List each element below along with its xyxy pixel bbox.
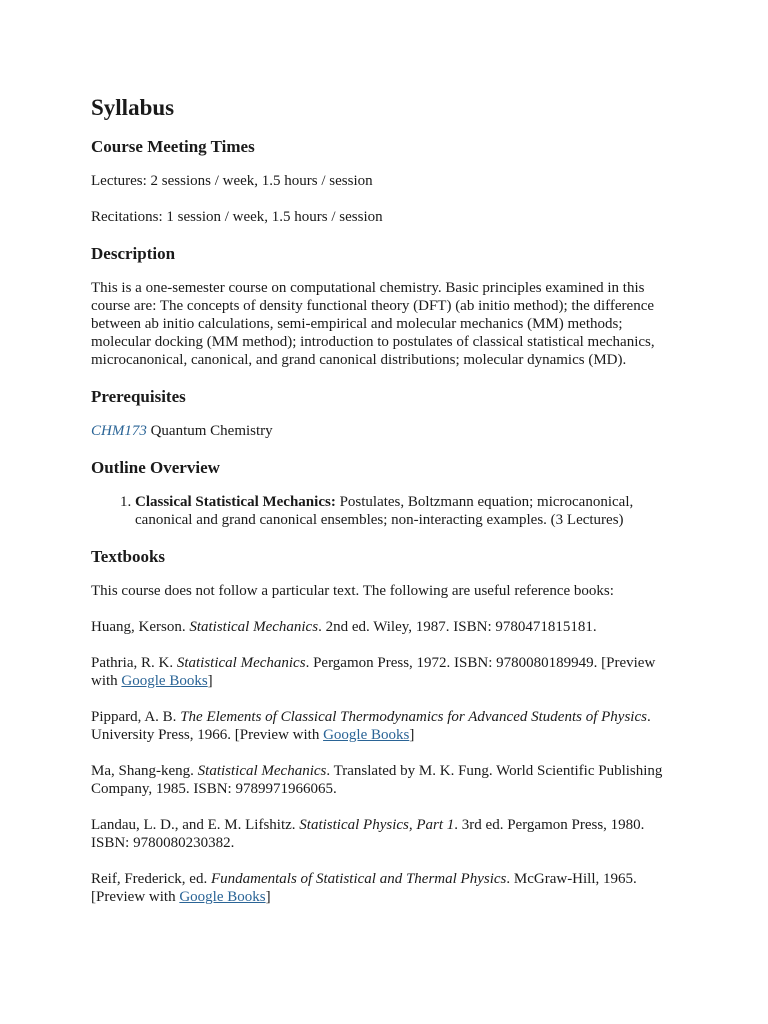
outline-list (91, 493, 681, 529)
reference-item (91, 762, 681, 798)
textbooks-heading: Textbooks (91, 547, 166, 566)
page-title: Syllabus (91, 95, 175, 120)
preview-prefix: [Preview with (91, 889, 180, 905)
prerequisite-line (91, 422, 681, 440)
preview-prefix: [Preview with (234, 727, 324, 743)
outline-item-title: Classical Statistical Mechanics: (135, 494, 336, 510)
google-books-link[interactable]: Google Books (323, 727, 410, 743)
reference-details: . 3rd ed. Pergamon Press, 1980. ISBN: 9780080230382. (91, 817, 645, 851)
reference-item (91, 708, 681, 744)
reference-details: . McGraw-Hill, 1965. (506, 871, 637, 887)
textbooks-intro: This course does not follow a particular text. The following are useful reference books: (91, 583, 614, 599)
reference-title: Fundamentals of Statistical and Thermal Physics (210, 871, 507, 887)
reference-author: Landau, L. D., and E. M. Lifshitz. (91, 817, 300, 833)
prerequisite-course-link[interactable]: CHM173 (91, 423, 147, 439)
reference-title: Statistical Mechanics (197, 763, 327, 779)
reference-details: . 2nd ed. Wiley, 1987. ISBN: 9780471815181. (318, 619, 597, 635)
reference-title: Statistical Mechanics (176, 655, 306, 671)
reference-item (91, 654, 681, 690)
reference-item (91, 870, 681, 906)
reference-author: Pathria, R. K. (91, 655, 177, 671)
preview-suffix: ] (409, 727, 415, 743)
recitations-line: Recitations: 1 session / week, 1.5 hours / session (91, 209, 383, 225)
preview-prefix: [Preview with (91, 655, 656, 689)
google-books-link[interactable]: Google Books (179, 889, 266, 905)
description-text: This is a one-semester course on computational chemistry. Basic principles examined in this course are: The concepts of density functional theory (DFT) (ab initio method); the difference between ab initio calculations, semi-empirical and molecular mechanics (MM) methods; molecular docking (MM method); introduction to postulates of classical statistical mechanics, microcanonical, canonical, and grand canonical distributions; molecular dynamics (MD). (91, 280, 655, 368)
outline-item-text: Postulates, Boltzmann equation; microcanonical, canonical and grand canonical ensembles; non-interacting examples. (3 Lectures) (135, 494, 634, 528)
prerequisite-course-name: Quantum Chemistry (146, 423, 273, 439)
syllabus-content (91, 94, 681, 924)
outline-heading: Outline Overview (91, 458, 220, 477)
reference-details: . University Press, 1966. (91, 709, 651, 743)
reference-author: Reif, Frederick, ed. (91, 871, 211, 887)
meeting-times-heading: Course Meeting Times (91, 137, 255, 156)
description-heading: Description (91, 244, 176, 263)
reference-details: . Pergamon Press, 1972. ISBN: 9780080189949. (305, 655, 602, 671)
preview-suffix: ] (207, 673, 213, 689)
outline-item (135, 493, 681, 529)
reference-item (91, 618, 681, 636)
reference-author: Ma, Shang-keng. (91, 763, 198, 779)
reference-author: Pippard, A. B. (91, 709, 181, 725)
reference-title: Statistical Mechanics (189, 619, 319, 635)
preview-suffix: ] (265, 889, 271, 905)
prerequisites-heading: Prerequisites (91, 387, 186, 406)
reference-title: The Elements of Classical Thermodynamics for Advanced Students of Physics (180, 709, 647, 725)
reference-details: . Translated by M. K. Fung. World Scientific Publishing Company, 1985. ISBN: 9789971966065. (91, 763, 663, 797)
reference-item (91, 816, 681, 852)
lectures-line: Lectures: 2 sessions / week, 1.5 hours / session (91, 173, 373, 189)
reference-author: Huang, Kerson. (91, 619, 190, 635)
google-books-link[interactable]: Google Books (121, 673, 208, 689)
reference-title: Statistical Physics, Part 1 (299, 817, 455, 833)
